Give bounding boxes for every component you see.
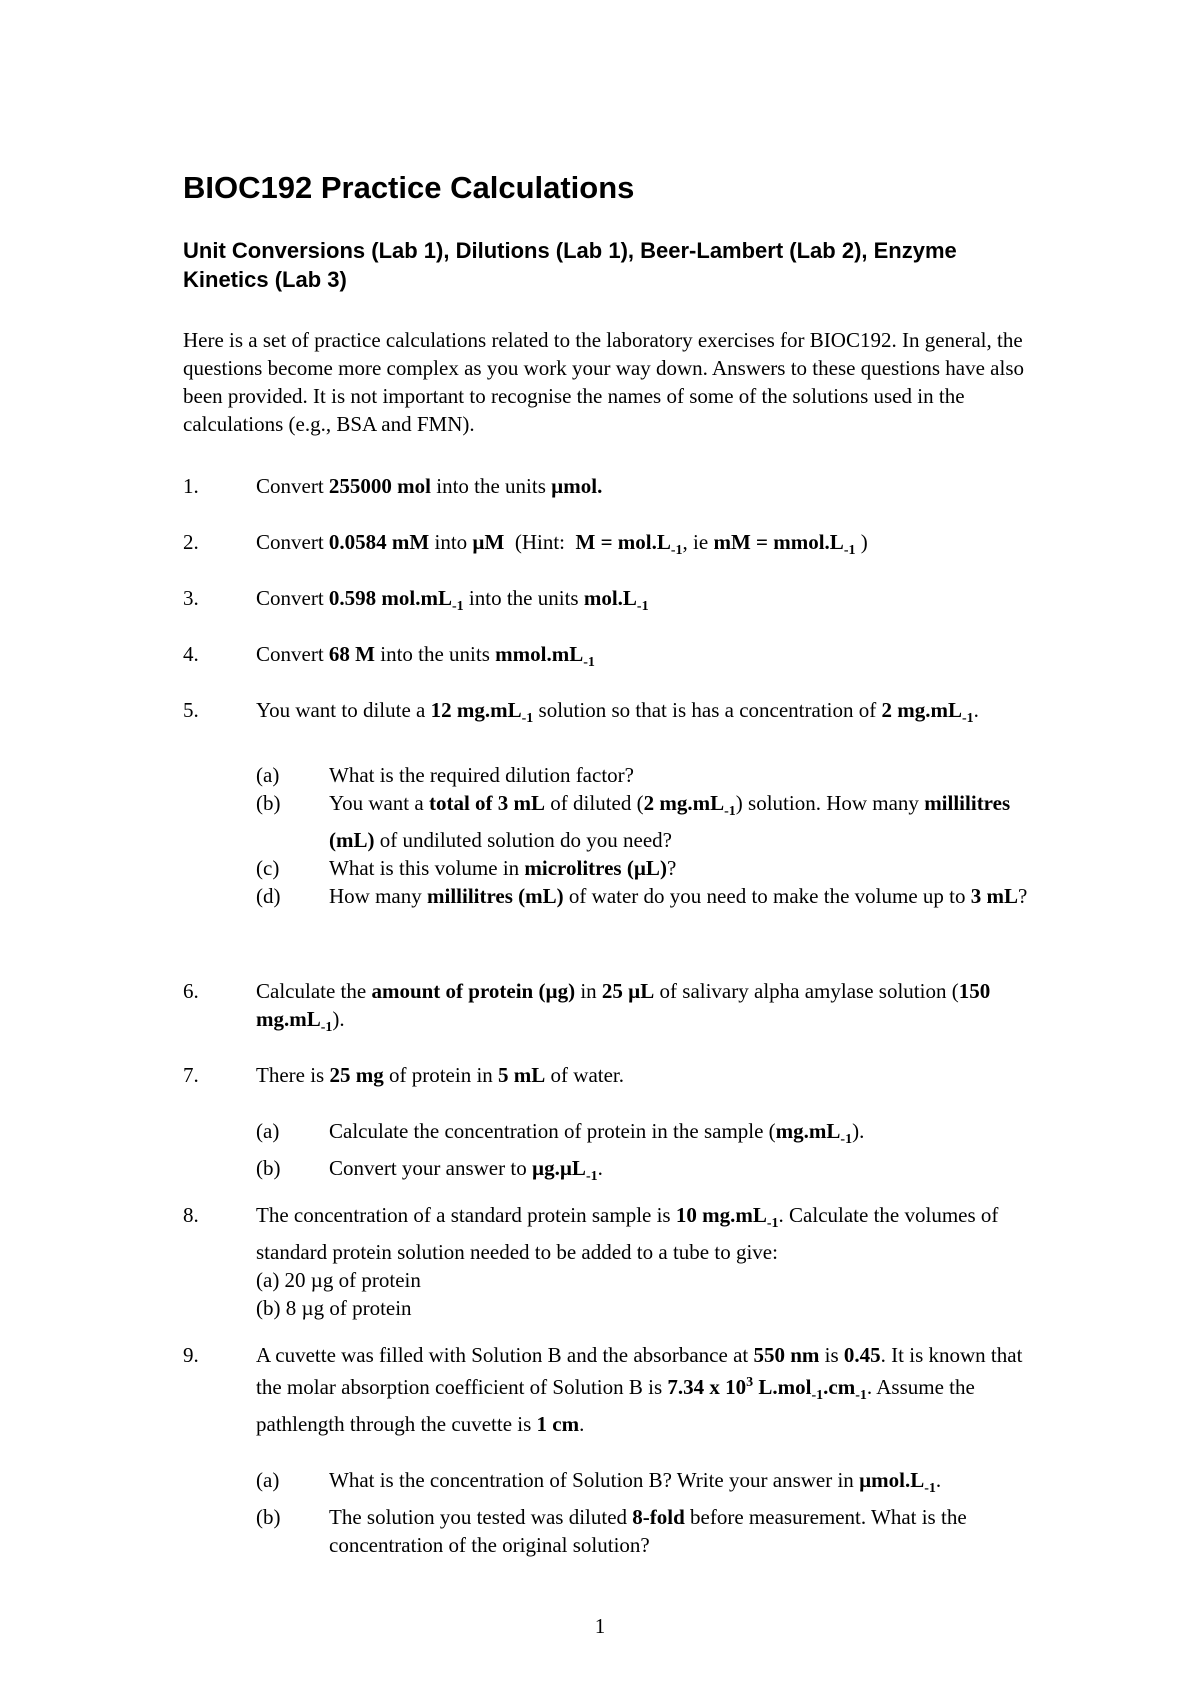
sub-question-b: (b) Convert your answer to µg.µL$_{-1}$. [256, 1156, 603, 1185]
question-number: 6. [183, 979, 199, 1003]
question-text: You want to dilute a 12 $mg.mL_{-1}$ solution so that is has a concentration of 2 $mg.mL_{-1}$. (a) What is the required dilution factor? (b) You want a total of 3 mL of diluted (2 $mg.mL_{-1}$) solution. How many millilitres (mL) of undiluted solution do you need? (c) What is this volume in microlitres (µL)? (d) How many millilitres (mL) of water do you need to make the volume up to 3 mL? [256, 696, 1046, 910]
sub-question-a: (a) What is the required dilution factor? [256, 763, 634, 788]
sub-question-d: (d) How many millilitres (mL) of water do you need to make the volume up to 3 mL? [256, 884, 1028, 909]
list-item: (a) 20 µg of protein [256, 1268, 421, 1293]
question-number: 4. [183, 642, 199, 666]
question-number: 1. [183, 474, 199, 498]
question-text: Convert 0.598 $mol.mL_{-1}$ into the units $mol.L_{-1}$ [256, 586, 649, 615]
intro-paragraph: Here is a set of practice calculations related to the laboratory exercises for BIOC192. In general, the questions become more complex as you work your way down. Answers to these questions have also been provided. It is not important to recognise the names of some of the solutions used in the calculations (e.g., BSA and FMN). [183, 328, 1025, 436]
question-text: Convert 255000 mol into the units µmol. [256, 474, 603, 498]
question-number: 2. [183, 530, 199, 554]
question-text: Convert 68 M into the units $mmol.mL_{-1}$ [256, 642, 595, 671]
page-subtitle: Unit Conversions (Lab 1), Dilutions (Lab 1), Beer-Lambert (Lab 2), Enzyme Kinetics (Lab 3) [183, 238, 957, 292]
sub-question-a: (a) Calculate the concentration of protein in the sample $(mg.mL_{-1})$. [256, 1119, 865, 1148]
question-text: There is 25 mg of protein in 5 mL of water. (a) Calculate the concentration of protein in the sample $(mg.mL_{-1})$. (b) Convert your answer to µg.µL$_{-1}$. [256, 1061, 1046, 1191]
question-number: 5. [183, 698, 199, 722]
page-number: 1 [594, 1614, 606, 1638]
question-number: 7. [183, 1063, 199, 1087]
question-text: A cuvette was filled with Solution B and the absorbance at 550 nm is 0.45. It is known that the molar absorption coefficient of Solution B is 7.34 x $10^3$ $L.mol_{-1}.cm_{-1}$. Assume the pathlength through the cuvette is 1 cm. (a) What is the concentration of Solution B? Write your answer in $\mu mol.L_{-1}$. (b) The solution you tested was diluted 8-fold before measurement. What is the concentration of the original solution? [256, 1341, 1046, 1559]
sub-question-c: (c) What is this volume in microlitres (µL)? [256, 856, 677, 881]
question-text: Calculate the amount of protein (µg) in 25 µL of salivary alpha amylase solution (150 $mg.mL_{-1}$). [256, 979, 991, 1036]
page-title: BIOC192 Practice Calculations [183, 170, 635, 205]
question-number: 3. [183, 586, 199, 610]
sub-question-b: (b) You want a total of 3 mL of diluted (2 $mg.mL_{-1}$) solution. How many millilitres (mL) of undiluted solution do you need? [256, 791, 1011, 853]
question-text: The concentration of a standard protein sample is 10 $mg.mL_{-1}$. Calculate the volumes of standard protein solution needed to be added to a tube to give: (a) 20 µg of protein (b) 8 µg of protein [256, 1201, 1046, 1322]
list-item: (b) 8 µg of protein [256, 1296, 412, 1321]
question-text: Convert 0.0584 mM into µM (Hint: $M = mol.L_{-1}$, ie mM = $mmol.L_{-1}$ ) [256, 530, 868, 559]
question-number: 9. [183, 1343, 199, 1367]
sub-question-b: (b) The solution you tested was diluted 8-fold before measurement. What is the concentration of the original solution? [256, 1505, 967, 1558]
question-number: 8. [183, 1203, 199, 1227]
sub-question-a: (a) What is the concentration of Solution B? Write your answer in $\mu mol.L_{-1}$. [256, 1468, 942, 1497]
